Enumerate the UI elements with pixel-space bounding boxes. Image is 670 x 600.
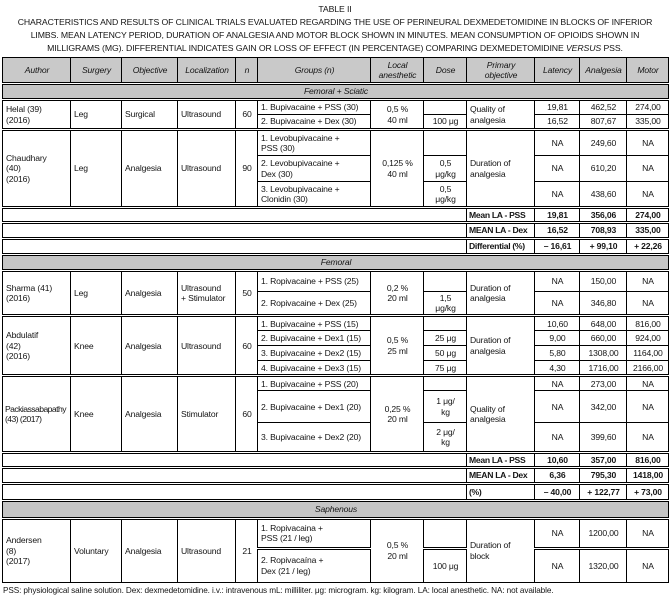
- table-cell: NA: [627, 423, 669, 453]
- section-header: Saphenous: [3, 500, 669, 518]
- table-cell: 0,25 % 20 ml: [371, 376, 424, 453]
- table-cell: NA: [535, 291, 580, 316]
- table-number-label: TABLE II: [318, 4, 352, 14]
- summary-cell: – 16,61: [535, 238, 580, 254]
- table-cell: Knee: [71, 316, 122, 376]
- column-header: Local anesthetic: [371, 58, 424, 84]
- table-cell: 1. Bupivacaine + PSS (15): [258, 316, 371, 331]
- table-cell: 2166,00: [627, 361, 669, 376]
- summary-cell: 10,60: [535, 453, 580, 468]
- table-cell: 1716,00: [580, 361, 627, 376]
- table-cell: 2 μg/ kg: [424, 423, 467, 453]
- section-header: Femoral: [3, 254, 669, 270]
- table-cell: Knee: [71, 376, 122, 453]
- table-cell: 1. Ropivacaina + PSS (21 / leg): [258, 518, 371, 548]
- summary-cell: + 73,00: [627, 483, 669, 500]
- table-cell: Chaudhary (40) (2016): [3, 130, 71, 208]
- summary-cell: Mean LA - PSS: [467, 453, 535, 468]
- table-cell: 19,81: [535, 100, 580, 115]
- table-cell: 2. Bupivacaine + Dex1 (20): [258, 391, 371, 423]
- caption-part: CHARACTERISTICS AND RESULTS OF CLINICAL TRIALS EVALUATED REGARDING THE USE OF PERINEURAL DEXMEDETOMIDINE IN BLOCKS OF INFERIOR LIMBS. MEAN LATENCY PERIOD, DURATION OF ANALGESIA AND MOTOR BLOCK SHOWN IN MINUTES. MEAN CONSUMPTION OF OPIOIDS SHOWN IN MILLIGRAMS (MG). DIFFERENTIAL INDICATES GAIN OR LOSS OF EFFECT (IN PERCENTAGE) COMPARING DEXMEDETOMIDINE: [17, 17, 653, 53]
- summary-cell: + 22,26: [627, 238, 669, 254]
- table-cell: 60: [236, 376, 258, 453]
- table-cell: NA: [535, 156, 580, 182]
- table-cell: 100 μg: [424, 115, 467, 130]
- column-header: Analgesia: [580, 58, 627, 84]
- table-cell: Analgesia: [122, 270, 178, 316]
- table-cell: 0,125 % 40 ml: [371, 130, 424, 208]
- summary-cell: 16,52: [535, 223, 580, 238]
- table-cell: 0,5 % 20 ml: [371, 518, 424, 582]
- table-cell: [424, 518, 467, 548]
- table-cell: Leg: [71, 130, 122, 208]
- table-cell: NA: [627, 291, 669, 316]
- table-cell: [424, 270, 467, 291]
- table-cell: 610,20: [580, 156, 627, 182]
- table-cell: 1. Ropivacaine + PSS (25): [258, 270, 371, 291]
- table-cell: 2. Ropivacaine + Dex (25): [258, 291, 371, 316]
- table-title-block: [2, 2, 668, 55]
- table-cell: 3. Bupivacaine + Dex2 (20): [258, 423, 371, 453]
- table-cell: 1,5 μg/kg: [424, 291, 467, 316]
- table-cell: Duration of analgesia: [467, 270, 535, 316]
- table-cell: 0,2 % 20 ml: [371, 270, 424, 316]
- table-cell: 1200,00: [580, 518, 627, 548]
- table-cell: Voluntary: [71, 518, 122, 582]
- table-cell: NA: [627, 548, 669, 582]
- table-cell: 3. Levobupivacaine + Clonidin (30): [258, 182, 371, 208]
- table-cell: 4. Bupivacaine + Dex3 (15): [258, 361, 371, 376]
- table-cell: 1. Bupivacaine + PSS (20): [258, 376, 371, 391]
- table-cell: 1 μg/ kg: [424, 391, 467, 423]
- table-caption: [18, 17, 653, 53]
- table-cell: 90: [236, 130, 258, 208]
- summary-cell: 1418,00: [627, 468, 669, 483]
- summary-cell: 19,81: [535, 208, 580, 223]
- table-cell: 0,5 % 25 ml: [371, 316, 424, 376]
- section-header: Femoral + Sciatic: [3, 84, 669, 100]
- table-cell: Ultrasound: [178, 130, 236, 208]
- summary-cell: 356,06: [580, 208, 627, 223]
- table-cell: 60: [236, 316, 258, 376]
- summary-cell: (%): [467, 483, 535, 500]
- summary-cell: Mean LA - PSS: [467, 208, 535, 223]
- table-cell: 150,00: [580, 270, 627, 291]
- table-cell: 660,00: [580, 331, 627, 346]
- summary-cell: + 99,10: [580, 238, 627, 254]
- table-cell: NA: [535, 130, 580, 156]
- table-cell: 4,30: [535, 361, 580, 376]
- table-cell: 1164,00: [627, 346, 669, 361]
- table-cell: [424, 376, 467, 391]
- table-cell: Leg: [71, 100, 122, 130]
- table-cell: 807,67: [580, 115, 627, 130]
- table-cell: NA: [535, 518, 580, 548]
- table-cell: Analgesia: [122, 316, 178, 376]
- summary-cell: [3, 453, 467, 468]
- summary-cell: MEAN LA - Dex: [467, 223, 535, 238]
- table-cell: Surgical: [122, 100, 178, 130]
- table-cell: Stimulator: [178, 376, 236, 453]
- table-cell: Leg: [71, 270, 122, 316]
- table-cell: Quality of analgesia: [467, 100, 535, 130]
- table-cell: 0,5 μg/kg: [424, 182, 467, 208]
- table-cell: 2. Bupivacaine + Dex1 (15): [258, 331, 371, 346]
- table-cell: Analgesia: [122, 130, 178, 208]
- column-header: Primary objective: [467, 58, 535, 84]
- summary-cell: – 40,00: [535, 483, 580, 500]
- summary-cell: [3, 483, 467, 500]
- table-cell: Analgesia: [122, 518, 178, 582]
- table-cell: Quality of analgesia: [467, 376, 535, 453]
- table-cell: 273,00: [580, 376, 627, 391]
- summary-cell: 816,00: [627, 453, 669, 468]
- table-cell: [424, 316, 467, 331]
- table-cell: 100 μg: [424, 548, 467, 582]
- table-cell: 1. Levobupivacaine + PSS (30): [258, 130, 371, 156]
- summary-cell: [3, 223, 467, 238]
- column-header: Objective: [122, 58, 178, 84]
- table-cell: 438,60: [580, 182, 627, 208]
- summary-cell: [3, 208, 467, 223]
- table-cell: 3. Bupivacaine + Dex2 (15): [258, 346, 371, 361]
- table-cell: 2. Levobupivacaine + Dex (30): [258, 156, 371, 182]
- table-cell: 462,52: [580, 100, 627, 115]
- table-cell: 2. Ropivacaína + Dex (21 / leg): [258, 548, 371, 582]
- table-cell: 249,60: [580, 130, 627, 156]
- table-cell: 1. Bupivacaine + PSS (30): [258, 100, 371, 115]
- table-cell: 2. Bupivacaine + Dex (30): [258, 115, 371, 130]
- table-cell: 924,00: [627, 331, 669, 346]
- table-cell: NA: [627, 518, 669, 548]
- summary-cell: 708,93: [580, 223, 627, 238]
- table-cell: 75 μg: [424, 361, 467, 376]
- table-cell: 342,00: [580, 391, 627, 423]
- table-cell: 50 μg: [424, 346, 467, 361]
- table-cell: 0,5 μg/kg: [424, 156, 467, 182]
- summary-cell: MEAN LA - Dex: [467, 468, 535, 483]
- summary-cell: Differential (%): [467, 238, 535, 254]
- column-header: Author: [3, 58, 71, 84]
- table-cell: NA: [535, 182, 580, 208]
- table-cell: 5,80: [535, 346, 580, 361]
- column-header: Latency: [535, 58, 580, 84]
- table-cell: NA: [535, 548, 580, 582]
- table-cell: 10,60: [535, 316, 580, 331]
- table-cell: Analgesia: [122, 376, 178, 453]
- table-cell: 335,00: [627, 115, 669, 130]
- table-cell: Helal (39) (2016): [3, 100, 71, 130]
- table-cell: 9,00: [535, 331, 580, 346]
- table-cell: NA: [627, 270, 669, 291]
- table-cell: NA: [627, 130, 669, 156]
- table-cell: 0,5 % 40 ml: [371, 100, 424, 130]
- table-cell: 1308,00: [580, 346, 627, 361]
- table-cell: 50: [236, 270, 258, 316]
- table-cell: NA: [627, 391, 669, 423]
- table-cell: 25 μg: [424, 331, 467, 346]
- summary-cell: [3, 238, 467, 254]
- table-cell: Ultrasound: [178, 316, 236, 376]
- table-cell: 648,00: [580, 316, 627, 331]
- table-cell: NA: [535, 376, 580, 391]
- table-cell: Duration of block: [467, 518, 535, 582]
- table-cell: NA: [627, 156, 669, 182]
- column-header: Surgery: [71, 58, 122, 84]
- column-header: Groups (n): [258, 58, 371, 84]
- table-cell: 816,00: [627, 316, 669, 331]
- table-cell: [424, 100, 467, 115]
- summary-cell: 795,30: [580, 468, 627, 483]
- table-cell: NA: [627, 182, 669, 208]
- table-cell: Packiassabapathy (43) (2017): [3, 376, 71, 453]
- table-cell: 274,00: [627, 100, 669, 115]
- column-header: Motor: [627, 58, 669, 84]
- table-cell: Ultrasound + Stimulator: [178, 270, 236, 316]
- table-cell: NA: [627, 376, 669, 391]
- summary-cell: 335,00: [627, 223, 669, 238]
- clinical-trials-table: [2, 57, 669, 583]
- summary-cell: + 122,77: [580, 483, 627, 500]
- table-cell: Abdulatif (42) (2016): [3, 316, 71, 376]
- table-cell: NA: [535, 270, 580, 291]
- table-cell: Ultrasound: [178, 100, 236, 130]
- table-cell: Duration of analgesia: [467, 130, 535, 208]
- abbreviations-note: PSS: physiological saline solution. Dex: dexmedetomidine. i.v.: intravenous mL: milliliter. μg: microgram. kg: kilogram. LA: local anesthetic. NA: not available.: [3, 585, 554, 595]
- summary-cell: 357,00: [580, 453, 627, 468]
- table-cell: 60: [236, 100, 258, 130]
- table-cell: 21: [236, 518, 258, 582]
- summary-cell: 274,00: [627, 208, 669, 223]
- table-cell: Andersen (8) (2017): [3, 518, 71, 582]
- table-cell: [424, 130, 467, 156]
- caption-part: VERSUS: [565, 43, 602, 53]
- caption-part: PSS.: [601, 43, 623, 53]
- column-header: Localization: [178, 58, 236, 84]
- table-cell: 16,52: [535, 115, 580, 130]
- table-cell: Ultrasound: [178, 518, 236, 582]
- table-cell: 399,60: [580, 423, 627, 453]
- table-cell: NA: [535, 391, 580, 423]
- column-header: n: [236, 58, 258, 84]
- table-cell: 1320,00: [580, 548, 627, 582]
- table-cell: Sharma (41) (2016): [3, 270, 71, 316]
- table-cell: 346,80: [580, 291, 627, 316]
- summary-cell: [3, 468, 467, 483]
- summary-cell: 6,36: [535, 468, 580, 483]
- table-cell: NA: [535, 423, 580, 453]
- column-header: Dose: [424, 58, 467, 84]
- table-cell: Duration of analgesia: [467, 316, 535, 376]
